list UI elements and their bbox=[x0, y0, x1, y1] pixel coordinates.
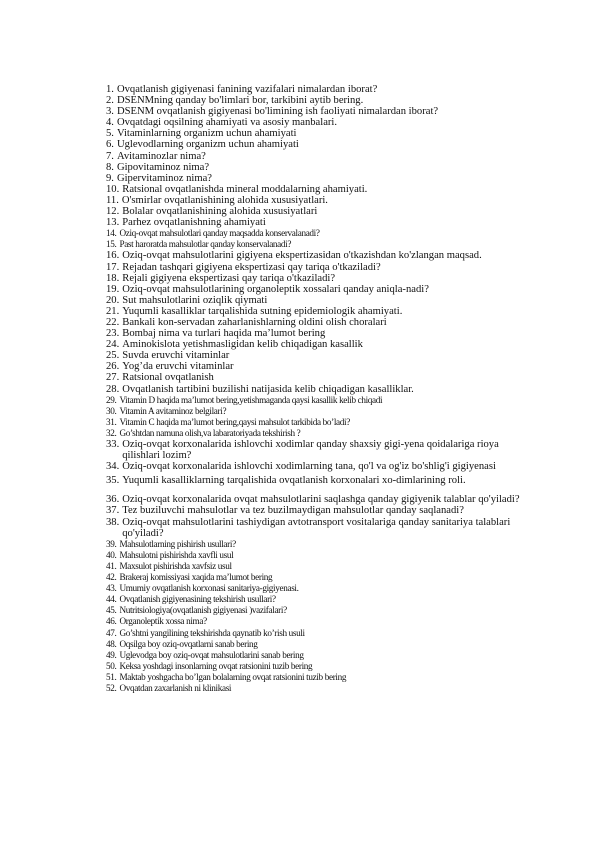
question-item bbox=[106, 195, 526, 206]
question-item bbox=[106, 184, 526, 195]
question-number: 25. bbox=[106, 350, 120, 362]
question-text: Gipovitaminoz nima? bbox=[116, 161, 210, 173]
question-number: 34. bbox=[106, 461, 120, 473]
question-item bbox=[106, 372, 526, 383]
question-item bbox=[106, 317, 526, 328]
question-text: Aminokislota yetishmasligidan kelib chiqadigan kasallik bbox=[122, 339, 363, 351]
question-item bbox=[106, 339, 526, 350]
question-item bbox=[106, 84, 526, 95]
question-item bbox=[106, 517, 526, 539]
question-number: 43. bbox=[106, 583, 117, 594]
question-text: Gipervitaminoz nima? bbox=[116, 172, 212, 184]
question-item bbox=[106, 117, 526, 128]
question-text: Vitamin A avitaminoz belgilari? bbox=[119, 405, 227, 416]
question-text: Ovqatlanish gigiyenasining tekshirish usullari? bbox=[119, 594, 276, 605]
question-text: Yog’da eruvchi vitaminlar bbox=[122, 361, 234, 373]
question-text: Keksa yoshdagi insonlarning ovqat ratsionini tuzib bering bbox=[119, 660, 313, 671]
question-text: Vitaminlarning organizm uchun ahamiyati bbox=[116, 128, 297, 140]
question-item bbox=[106, 239, 526, 250]
question-number: 39. bbox=[106, 538, 117, 549]
question-number: 2. bbox=[106, 95, 114, 107]
question-item bbox=[106, 461, 526, 472]
question-text: Go’shtni yangilining tekshirishda qaynatib ko’rish usuli bbox=[119, 627, 305, 638]
question-item bbox=[106, 594, 526, 605]
question-item bbox=[106, 250, 526, 261]
question-text: Yuqumli kasalliklar tarqalishida sutning epidemiologik ahamiyati. bbox=[122, 305, 403, 317]
question-text: Tez buziluvchi mahsulotlar va tez buzilmaydigan mahsulotlar qanday saqlanadi? bbox=[122, 505, 464, 517]
question-item bbox=[106, 395, 526, 406]
question-text: Ovqatlanish tartibini buzilishi natijasida kelib chiqadigan kasalliklar. bbox=[122, 383, 414, 395]
question-number: 46. bbox=[106, 616, 117, 627]
question-item bbox=[106, 572, 526, 583]
question-text: Sut mahsulotlarini oziqlik qiymati bbox=[122, 294, 268, 306]
question-text: Brakeraj komissiyasi xaqida ma’lumot bering bbox=[119, 572, 273, 583]
question-text: Organoleptik xossa nima? bbox=[119, 616, 207, 627]
question-text: Rejali gigiyena ekspertizasi qay tariqa o'tkaziladi? bbox=[122, 272, 336, 284]
question-text: Ovqatdagi oqsilning ahamiyati va asosiy manbalari. bbox=[116, 117, 338, 129]
question-number: 22. bbox=[106, 316, 120, 328]
question-number: 30. bbox=[106, 405, 117, 416]
question-number: 48. bbox=[106, 638, 117, 649]
question-text: Ratsional ovqatlanish bbox=[122, 372, 214, 384]
question-text: Oziq-ovqat mahsulotlarini gigiyena ekspertizasidan o'tkazishdan ko'zlangan maqsad. bbox=[122, 250, 482, 262]
question-text: Mahsulotni pishirishda xavfli usul bbox=[119, 549, 234, 560]
question-item bbox=[106, 561, 526, 572]
question-number: 44. bbox=[106, 594, 117, 605]
question-text: DSENMning qanday bo'limlari bor, tarkibini aytib bering. bbox=[116, 95, 364, 107]
question-item bbox=[106, 151, 526, 162]
question-item bbox=[106, 262, 526, 273]
question-number: 24. bbox=[106, 339, 120, 351]
question-item bbox=[106, 95, 526, 106]
question-text: Vitamin C haqida ma’lumot bering,qaysi mahsulot tarkibida bo’ladi? bbox=[119, 416, 350, 427]
question-item bbox=[106, 539, 526, 550]
question-number: 16. bbox=[106, 250, 120, 262]
question-number: 32. bbox=[106, 427, 117, 438]
question-item bbox=[106, 406, 526, 417]
question-text: Bolalar ovqatlanishining alohida xususiyatlari bbox=[122, 206, 318, 218]
question-number: 35. bbox=[106, 475, 120, 487]
question-text: Yuqumli kasalliklarning tarqalishida ovqatlanish korxonalari xo-dimlarining roli. bbox=[122, 475, 466, 487]
question-item bbox=[106, 284, 526, 295]
question-number: 45. bbox=[106, 605, 117, 616]
question-number: 3. bbox=[106, 106, 114, 118]
question-item bbox=[106, 439, 526, 461]
question-text: Ovqatdan zaxarlanish ni klinikasi bbox=[119, 682, 232, 693]
question-text: Nutritsiologiya(ovqatlanish gigiyenasi )vazifalari? bbox=[119, 605, 287, 616]
question-item bbox=[106, 605, 526, 616]
question-number: 21. bbox=[106, 305, 120, 317]
question-text: Ovqatlanish gigiyenasi fanining vazifalari nimalardan iborat? bbox=[116, 84, 378, 95]
question-number: 11. bbox=[106, 194, 119, 206]
question-number: 12. bbox=[106, 206, 120, 218]
question-number: 17. bbox=[106, 261, 120, 273]
question-text: Oziq-ovqat mahsulotlarini tashiydigan avtotransport vositalariga qanday sanitariya talablari qo'yiladi? bbox=[122, 516, 511, 539]
question-list bbox=[106, 84, 526, 694]
question-text: DSENM ovqatlanish gigiyenasi bo'limining ish faoliyati nimalardan iborat? bbox=[116, 106, 439, 118]
question-number: 4. bbox=[106, 117, 114, 129]
question-number: 5. bbox=[106, 128, 114, 140]
question-item bbox=[106, 494, 526, 505]
question-number: 18. bbox=[106, 272, 120, 284]
question-item bbox=[106, 683, 526, 694]
question-number: 7. bbox=[106, 150, 114, 162]
question-number: 47. bbox=[106, 627, 117, 638]
question-text: Oziq-ovqat mahsulotlarining organoleptik xossalari qanday aniqla-nadi? bbox=[122, 283, 429, 295]
question-text: Uglevodlarning organizm uchun ahamiyati bbox=[116, 139, 299, 151]
question-item bbox=[106, 217, 526, 228]
question-number: 36. bbox=[106, 494, 120, 506]
question-item bbox=[106, 350, 526, 361]
question-item bbox=[106, 661, 526, 672]
question-number: 37. bbox=[106, 505, 120, 517]
question-number: 27. bbox=[106, 372, 120, 384]
question-item bbox=[106, 384, 526, 395]
question-number: 26. bbox=[106, 361, 120, 373]
question-text: Bankali kon-servadan zaharlanishlarning oldini olish choralari bbox=[122, 316, 387, 328]
question-number: 20. bbox=[106, 294, 120, 306]
question-text: Oziq-ovqat korxonalarida ishlovchi xodimlar qanday shaxsiy gigi-yena qoidalariga rioya qilishlari lozim? bbox=[122, 439, 499, 462]
question-number: 1. bbox=[106, 84, 114, 95]
question-number: 29. bbox=[106, 394, 117, 405]
question-number: 50. bbox=[106, 660, 117, 671]
question-number: 42. bbox=[106, 572, 117, 583]
question-item bbox=[106, 650, 526, 661]
question-item bbox=[106, 328, 526, 339]
question-item bbox=[106, 428, 526, 439]
question-number: 52. bbox=[106, 682, 117, 693]
question-number: 49. bbox=[106, 649, 117, 660]
question-item bbox=[106, 616, 526, 627]
question-number: 40. bbox=[106, 549, 117, 560]
question-text: Vitamin D haqida ma’lumot bering,yetishmaganda qaysi kasallik kelib chiqadi bbox=[119, 394, 383, 405]
question-item bbox=[106, 295, 526, 306]
question-number: 19. bbox=[106, 283, 120, 295]
question-number: 41. bbox=[106, 560, 117, 571]
question-text: Ratsional ovqatlanishda mineral moddalarning ahamiyati. bbox=[122, 183, 368, 195]
question-item bbox=[106, 672, 526, 683]
question-item bbox=[106, 475, 526, 486]
question-text: Past haroratda mahsulotlar qanday konservalanadi? bbox=[119, 239, 292, 250]
question-number: 10. bbox=[106, 183, 120, 195]
question-text: Bombaj nima va turlari haqida ma’lumot bering bbox=[122, 328, 326, 340]
question-item bbox=[106, 273, 526, 284]
question-number: 15. bbox=[106, 239, 117, 250]
question-item bbox=[106, 106, 526, 117]
question-number: 28. bbox=[106, 383, 120, 395]
question-item bbox=[106, 228, 526, 239]
question-text: Maktab yoshgacha bo’lgan bolalarning ovqat ratsionini tuzib bering bbox=[119, 671, 347, 682]
question-item bbox=[106, 583, 526, 594]
question-item bbox=[106, 306, 526, 317]
question-item bbox=[106, 139, 526, 150]
question-item bbox=[106, 550, 526, 561]
question-text: Go’shtdan namuna olish,va labaratoriyada tekshirish ? bbox=[119, 427, 301, 438]
question-text: Oziq-ovqat korxonalarida ovqat mahsulotlarini saqlashga qanday gigiyenik talablar qo'yiladi? bbox=[122, 494, 520, 506]
question-number: 31. bbox=[106, 416, 117, 427]
question-number: 51. bbox=[106, 671, 117, 682]
question-item bbox=[106, 505, 526, 516]
question-text: Uglevodga boy oziq-ovqat mahsulotlarini sanab bering bbox=[119, 649, 304, 660]
question-item bbox=[106, 173, 526, 184]
question-text: Avitaminozlar nima? bbox=[116, 150, 206, 162]
question-number: 38. bbox=[106, 516, 120, 528]
question-number: 33. bbox=[106, 439, 120, 450]
question-number: 23. bbox=[106, 328, 120, 340]
question-item bbox=[106, 162, 526, 173]
question-text: Oziq-ovqat mahsulotlari qanday maqsadda konservalanadi? bbox=[119, 228, 320, 239]
question-number: 14. bbox=[106, 228, 117, 239]
question-number: 9. bbox=[106, 172, 114, 184]
question-text: Suvda eruvchi vitaminlar bbox=[122, 350, 230, 362]
question-item bbox=[106, 417, 526, 428]
question-number: 6. bbox=[106, 139, 114, 151]
question-text: Umumiy ovqatlanish korxonasi sanitariya-gigiyenasi. bbox=[119, 583, 299, 594]
question-number: 13. bbox=[106, 217, 120, 229]
question-text: Rejadan tashqari gigiyena ekspertizasi qay tariqa o'tkaziladi? bbox=[122, 261, 381, 273]
question-item bbox=[106, 639, 526, 650]
question-text: Maxsulot pishirishda xavfsiz usul bbox=[119, 560, 232, 571]
question-text: Oziq-ovqat korxonalarida ishlovchi xodimlarning tana, qo'l va og'iz bo'shlig'i gigiyenasi bbox=[122, 461, 496, 473]
question-item bbox=[106, 628, 526, 639]
question-number: 8. bbox=[106, 161, 114, 173]
question-text: Mahsulotlarning pishirish usullari? bbox=[119, 538, 236, 549]
question-item bbox=[106, 128, 526, 139]
question-item bbox=[106, 361, 526, 372]
question-text: Oqsilga boy oziq-ovqatlarni sanab bering bbox=[119, 638, 258, 649]
question-text: Parhez ovqatlanishning ahamiyati bbox=[122, 217, 266, 229]
question-item bbox=[106, 206, 526, 217]
question-text: O'smirlar ovqatlanishining alohida xususiyatlari. bbox=[121, 194, 328, 206]
